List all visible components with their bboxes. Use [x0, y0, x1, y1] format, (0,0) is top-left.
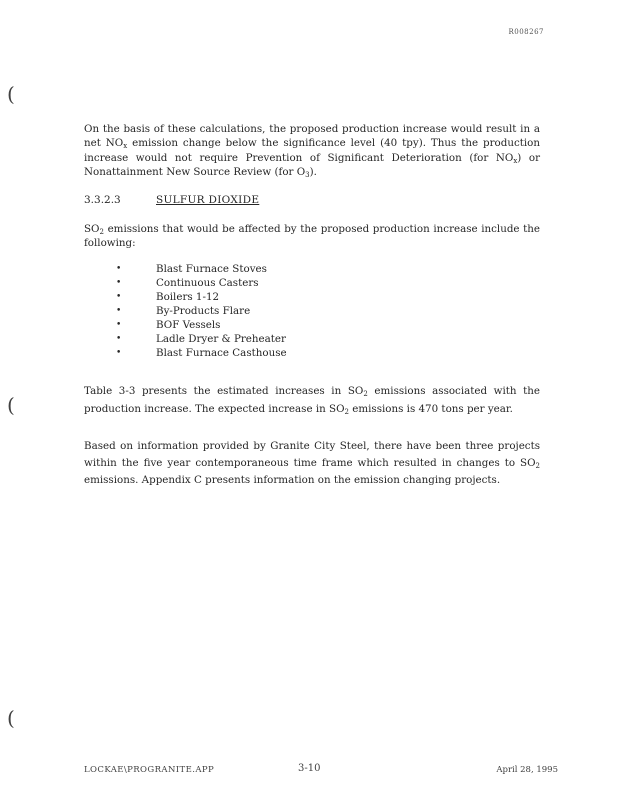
nox-conclusion-paragraph: On the basis of these calculations, the proposed production increase would result in a net $NO_x$ emission change below the significance level (40 tpy). Thus the production increase would not require Prevention of Significant Deterioration (for $NO_x$) or Nonattainment New Source Review (for $O_3$).	[84, 123, 540, 179]
emission-source-list	[116, 262, 287, 360]
bullet-icon: •	[116, 334, 122, 344]
bullet-icon: •	[116, 278, 122, 288]
section-number: 3.3.2.3	[84, 194, 121, 206]
bullet-icon: •	[116, 264, 122, 274]
section-heading	[84, 194, 259, 206]
list-item: • Ladle Dryer & Preheater	[116, 333, 286, 345]
document-id: R008267	[508, 28, 544, 36]
contemporaneous-projects-paragraph: Based on information provided by Granite City Steel, there have been three projects within the five year contemporaneous time frame which resulted in changes to $SO_2$ emissions. Appendix C presents information on the emission changing projects.	[84, 440, 540, 486]
margin-mark: (	[7, 706, 15, 730]
section-title: SULFUR DIOXIDE	[156, 194, 260, 206]
bullet-icon: •	[116, 348, 122, 358]
list-item: • By-Products Flare	[116, 305, 251, 317]
list-item: • BOF Vessels	[116, 319, 221, 331]
bullet-icon: •	[116, 292, 122, 302]
page-number: 3-10	[298, 763, 321, 774]
bullet-icon: •	[116, 306, 122, 316]
footer-date: April 28, 1995	[496, 765, 558, 775]
so2-intro-paragraph: $SO_2$ emissions that would be affected by the proposed production increase include the following:	[84, 223, 540, 250]
list-item: • Continuous Casters	[116, 277, 259, 289]
table-reference-paragraph: Table 3-3 presents the estimated increases in $SO_2$ emissions associated with the production increase. The expected increase in $SO_2$ emissions is 470 tons per year.	[84, 385, 541, 416]
list-item: • Boilers 1-12	[116, 291, 220, 303]
margin-mark: (	[7, 393, 15, 417]
list-item: • Blast Furnace Casthouse	[116, 347, 287, 359]
margin-mark: (	[7, 82, 15, 106]
footer-file-path: LOCKAE\PROGRANITE.APP	[84, 765, 215, 775]
list-item: • Blast Furnace Stoves	[116, 263, 267, 275]
bullet-icon: •	[116, 320, 122, 330]
